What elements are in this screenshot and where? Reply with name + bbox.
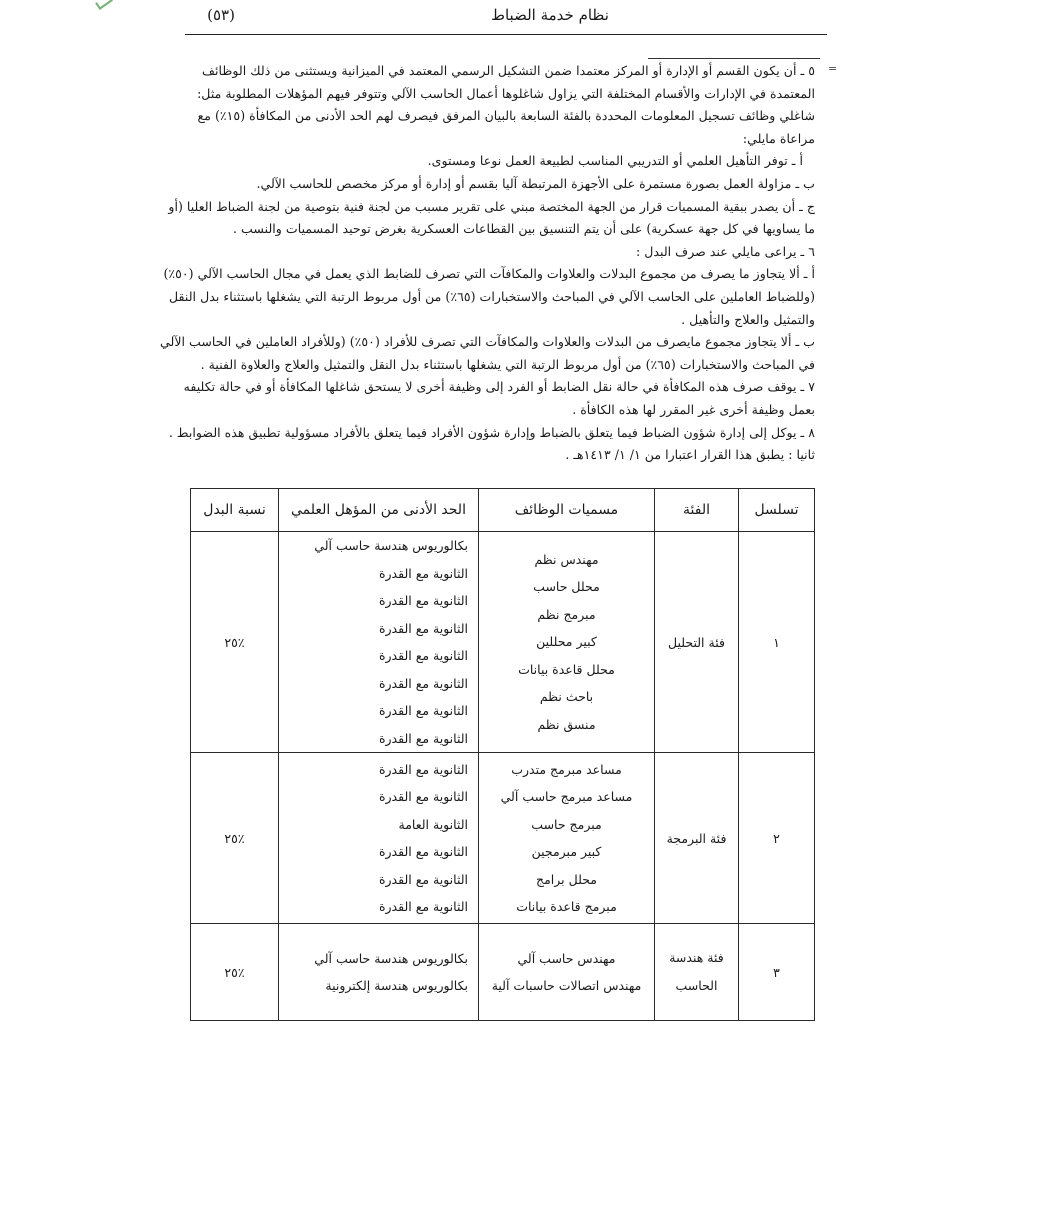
- paragraph-5: ٥ ـ أن يكون القسم أو الإدارة أو المركز معتمدا ضمن التشكيل الرسمي المعتمد في الميزانية ويستثنى من ذلك الوظائف المعتمدة في الإدارات والأقسام المختلفة التي يزاول شاغلوها أعمال الحاسب الآلي وتتوفر فيهم المؤهلات المطلوبة مثل: شاغلي وظائف تسجيل المعلومات المحددة بالفئة السابعة بالبيان المرفق فيصرف لهم الحد الأدنى من المكافأة (١٥٪) مع مراعاة مايلي:: [197, 63, 815, 146]
- category-line: فئة هندسة: [669, 950, 724, 965]
- job-title: كبير مبرمجين: [531, 844, 602, 859]
- qualification: الثانوية مع القدرة: [378, 648, 468, 663]
- qualification: الثانوية مع القدرة: [378, 899, 468, 914]
- row-category: فئة البرمجة: [655, 753, 739, 924]
- paragraph-7: ٧ ـ يوقف صرف هذه المكافأة في حالة نقل الضابط أو الفرد إلى وظيفة أخرى لا يستحق شاغلها المكافأة أو في حالة تكليفه بعمل وظيفة أخرى غير المقرر لها هذه الكافأة .: [183, 379, 815, 417]
- job-title: مبرمج حاسب: [531, 816, 602, 832]
- category-line: الحاسب: [675, 978, 718, 993]
- row-qualifications: [279, 924, 479, 1021]
- row-serial: ٣: [739, 924, 815, 1021]
- job-title: باحث نظم: [539, 689, 594, 705]
- job-title: مهندس نظم: [534, 551, 599, 567]
- row-rate: ٪٢٥: [191, 532, 279, 753]
- job-title: مهندس اتصالات حاسبات آلية: [491, 978, 642, 993]
- qualification: الثانوية مع القدرة: [378, 871, 468, 887]
- row-serial: ١: [739, 532, 815, 753]
- qualification: الثانوية مع القدرة: [378, 593, 468, 608]
- paragraph-5c: ج ـ أن يصدر ببقية المسميات قرار من الجهة المختصة مبني على تقرير مسبب من لجنة فنية بتوصية من لجنة الضباط العليا (أو ما يساويها في كل جهة عسكرية) على أن يتم التنسيق بين القطاعات العسكرية بغرض توحيد المسميات والنسب .: [168, 198, 815, 237]
- qualification: بكالوريوس هندسة حاسب آلي: [314, 950, 468, 966]
- header-qualification: الحد الأدنى من المؤهل العلمي: [279, 489, 479, 532]
- row-qualifications: [279, 753, 479, 924]
- note-rule: [648, 58, 820, 59]
- corner-mark: [95, 0, 113, 10]
- header-serial: تسلسل: [739, 489, 815, 532]
- row-category: فئة التحليل: [655, 532, 739, 753]
- qualification: بكالوريوس هندسة حاسب آلي: [314, 538, 468, 553]
- qualification: بكالوريوس هندسة إلكترونية: [325, 978, 468, 993]
- paragraph-8: ٨ ـ يوكل إلى إدارة شؤون الضباط فيما يتعلق بالضباط وإدارة شؤون الأفراد فيما يتعلق بالأفراد مسؤولية تطبيق هذه الضوابط .: [168, 424, 815, 440]
- header-rate: نسبة البدل: [191, 489, 279, 532]
- qualification: الثانوية مع القدرة: [378, 703, 468, 718]
- qualification: الثانوية مع القدرة: [378, 761, 468, 777]
- paragraph-6b: ب ـ ألا يتجاوز مجموع مايصرف من البدلات والعلاوات والمكافآت التي تصرف للأفراد (٥٠٪) (وللأفراد العاملين في الحاسب الآلي في المباحث والاستخبارات (٦٥٪) من أول مربوط الرتبة التي يشغلها باستثناء بدل النقل والتمثيل والعلاج والعلاوة الفنية .: [159, 334, 815, 372]
- job-title: كبير محللين: [536, 634, 597, 650]
- paragraph-6: ٦ ـ يراعى مايلي عند صرف البدل :: [636, 243, 815, 259]
- job-title: محلل برامج: [536, 871, 597, 887]
- paragraph-5b: ب ـ مزاولة العمل بصورة مستمرة على الأجهزة المرتبطة آليا بقسم أو إدارة أو مركز مخصص للحاسب الآلي.: [256, 175, 815, 191]
- header-rule: [185, 34, 827, 35]
- job-title: منسق نظم: [537, 716, 596, 732]
- row-jobs: [479, 753, 655, 924]
- qualification: الثانوية مع القدرة: [378, 844, 468, 859]
- body-text: [160, 60, 815, 467]
- row-qualifications: [279, 532, 479, 753]
- allowance-table: [190, 488, 815, 1021]
- qualification: الثانوية مع القدرة: [378, 675, 468, 691]
- table-row: [191, 753, 815, 924]
- row-serial: ٢: [739, 753, 815, 924]
- job-title: مبرمج قاعدة بيانات: [516, 899, 617, 914]
- paragraph-5a: أ ـ توفر التأهيل العلمي أو التدريبي المناسب لطبيعة العمل نوعا ومستوى.: [427, 153, 803, 169]
- paragraph-6a: أ ـ ألا يتجاوز ما يصرف من مجموع البدلات والعلاوات والمكافآت التي تصرف للضابط الذي يعمل في مجال الحاسب الآلي (٥٠٪) (وللضباط العاملين على الحاسب الآلي في المباحث والاستخبارات (٦٥٪) من أول مربوط الرتبة التي يشغلها باستثناء بدل النقل والتمثيل والعلاج والتأهيل .: [163, 266, 815, 327]
- job-title: محلل حاسب: [533, 579, 600, 595]
- page-header-title: نظام خدمة الضباط: [491, 6, 609, 24]
- job-title: مهندس حاسب آلي: [517, 950, 616, 966]
- job-title: مساعد مبرمج حاسب آلي: [500, 789, 633, 804]
- job-title: محلل قاعدة بيانات: [518, 661, 615, 677]
- table-row: [191, 924, 815, 1021]
- qualification: الثانوية مع القدرة: [378, 620, 468, 636]
- qualification: الثانوية مع القدرة: [378, 789, 468, 804]
- qualification: الثانوية العامة: [398, 816, 468, 832]
- header-category: الفئة: [655, 489, 739, 532]
- table-header-row: [191, 489, 815, 532]
- qualification: الثانوية مع القدرة: [378, 565, 468, 581]
- margin-mark: =: [828, 62, 838, 75]
- row-jobs: [479, 532, 655, 753]
- job-title: مبرمج نظم: [537, 606, 596, 622]
- header-jobs: مسميات الوظائف: [479, 489, 655, 532]
- row-rate: ٪٢٥: [191, 924, 279, 1021]
- row-rate: ٪٢٥: [191, 753, 279, 924]
- paragraph-second: ثانيا : يطبق هذا القرار اعتبارا من ١/ ١/ ١٤١٣هـ .: [565, 447, 815, 463]
- row-category: [655, 924, 739, 1021]
- table-row: [191, 532, 815, 753]
- job-title: مساعد مبرمج متدرب: [511, 761, 622, 777]
- qualification: الثانوية مع القدرة: [378, 730, 468, 746]
- page-number: (٥٣): [207, 6, 235, 24]
- row-jobs: [479, 924, 655, 1021]
